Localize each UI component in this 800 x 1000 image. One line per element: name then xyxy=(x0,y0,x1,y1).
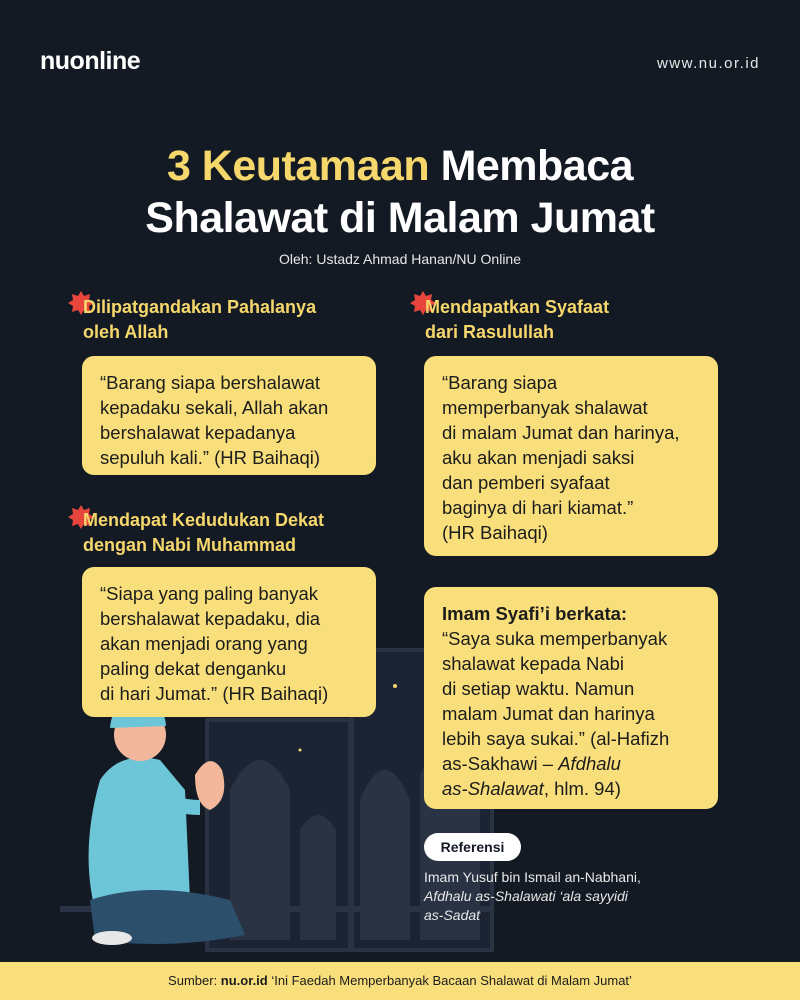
quote-1-line: bershalawat kepadanya xyxy=(100,422,296,443)
quote-2-line: baginya di hari kiamat.” xyxy=(442,497,634,518)
section-heading-1 xyxy=(83,295,316,345)
reference-line2: Afdhalu as-Shalawati ‘ala sayyidi xyxy=(424,888,628,904)
quote-1-line: sepuluh kali.” (HR Baihaqi) xyxy=(100,447,321,468)
quote-3-line: “Siapa yang paling banyak xyxy=(100,583,319,604)
imam-quote-line: malam Jumat dan harinya xyxy=(442,703,655,724)
site-url[interactable]: www.nu.or.id xyxy=(656,55,760,72)
imam-quote-line6-prefix: as-Sakhawi – xyxy=(442,753,559,774)
footer-source-link[interactable]: nu.or.id xyxy=(220,973,268,988)
imam-quote-line7-suffix: , hlm. 94) xyxy=(543,778,621,799)
quote-card-2 xyxy=(424,356,718,556)
imam-quote-line: “Saya suka memperbanyak xyxy=(442,628,668,649)
section-3-heading-line2: dengan Nabi Muhammad xyxy=(83,535,297,555)
footer-prefix: Sumber: xyxy=(168,973,221,988)
source-footer xyxy=(0,962,800,1000)
imam-quote-heading: Imam Syafi’i berkata: xyxy=(442,603,628,624)
imam-quote-line6-italic: Afdhalu xyxy=(558,753,621,774)
section-heading-2 xyxy=(425,295,609,345)
reference-line3: as-Sadat xyxy=(424,907,481,923)
imam-quote-line: lebih saya sukai.” (al-Hafizh xyxy=(442,728,670,749)
title-rest-line1: Membaca xyxy=(440,142,634,190)
section-2-heading-line2: dari Rasulullah xyxy=(425,322,555,342)
footer-title: ‘Ini Faedah Memperbanyak Bacaan Shalawat di Malam Jumat’ xyxy=(267,973,632,988)
quote-3-line: bershalawat kepadaku, dia xyxy=(100,608,321,629)
quote-3-line: paling dekat denganku xyxy=(100,658,287,679)
imam-quote-line xyxy=(442,751,700,776)
title-line2: Shalawat di Malam Jumat xyxy=(145,194,655,242)
section-1-heading-line1: Dilipatgandakan Pahalanya xyxy=(83,297,317,317)
title-accent: 3 Keutamaan xyxy=(166,142,430,190)
quote-2-line: di malam Jumat dan harinya, xyxy=(442,422,680,443)
section-heading-3 xyxy=(83,508,324,558)
logo-text: nuonline xyxy=(40,47,141,75)
quote-3-line: akan menjadi orang yang xyxy=(100,633,308,654)
imam-quote-card xyxy=(424,587,718,809)
section-1-heading-line2: oleh Allah xyxy=(83,322,169,342)
imam-quote-line7-italic: as-Shalawat xyxy=(442,778,544,799)
imam-quote-line: di setiap waktu. Namun xyxy=(442,678,635,699)
quote-2-line: memperbanyak shalawat xyxy=(442,397,648,418)
imam-quote-line: shalawat kepada Nabi xyxy=(442,653,625,674)
imam-quote-line xyxy=(442,776,700,801)
quote-3-line: di hari Jumat.” (HR Baihaqi) xyxy=(100,683,329,704)
quote-1-line: “Barang siapa bershalawat xyxy=(100,372,321,393)
reference-line1: Imam Yusuf bin Ismail an-Nabhani, xyxy=(424,869,641,885)
quote-card-1 xyxy=(82,356,376,475)
nu-online-logo[interactable] xyxy=(40,47,140,76)
quote-1-line: kepadaku sekali, Allah akan xyxy=(100,397,329,418)
section-2-heading-line1: Mendapatkan Syafaat xyxy=(425,297,610,317)
reference-text xyxy=(424,868,641,925)
quote-card-3 xyxy=(82,567,376,717)
page-title xyxy=(0,140,800,244)
reference-label: Referensi xyxy=(424,833,521,861)
quote-2-line: “Barang siapa xyxy=(442,372,558,393)
quote-2-line: aku akan menjadi saksi xyxy=(442,447,635,468)
quote-2-line: (HR Baihaqi) xyxy=(442,522,548,543)
section-3-heading-line1: Mendapat Kedudukan Dekat xyxy=(83,510,325,530)
quote-2-line: dan pemberi syafaat xyxy=(442,472,610,493)
byline: Oleh: Ustadz Ahmad Hanan/NU Online xyxy=(278,251,521,267)
